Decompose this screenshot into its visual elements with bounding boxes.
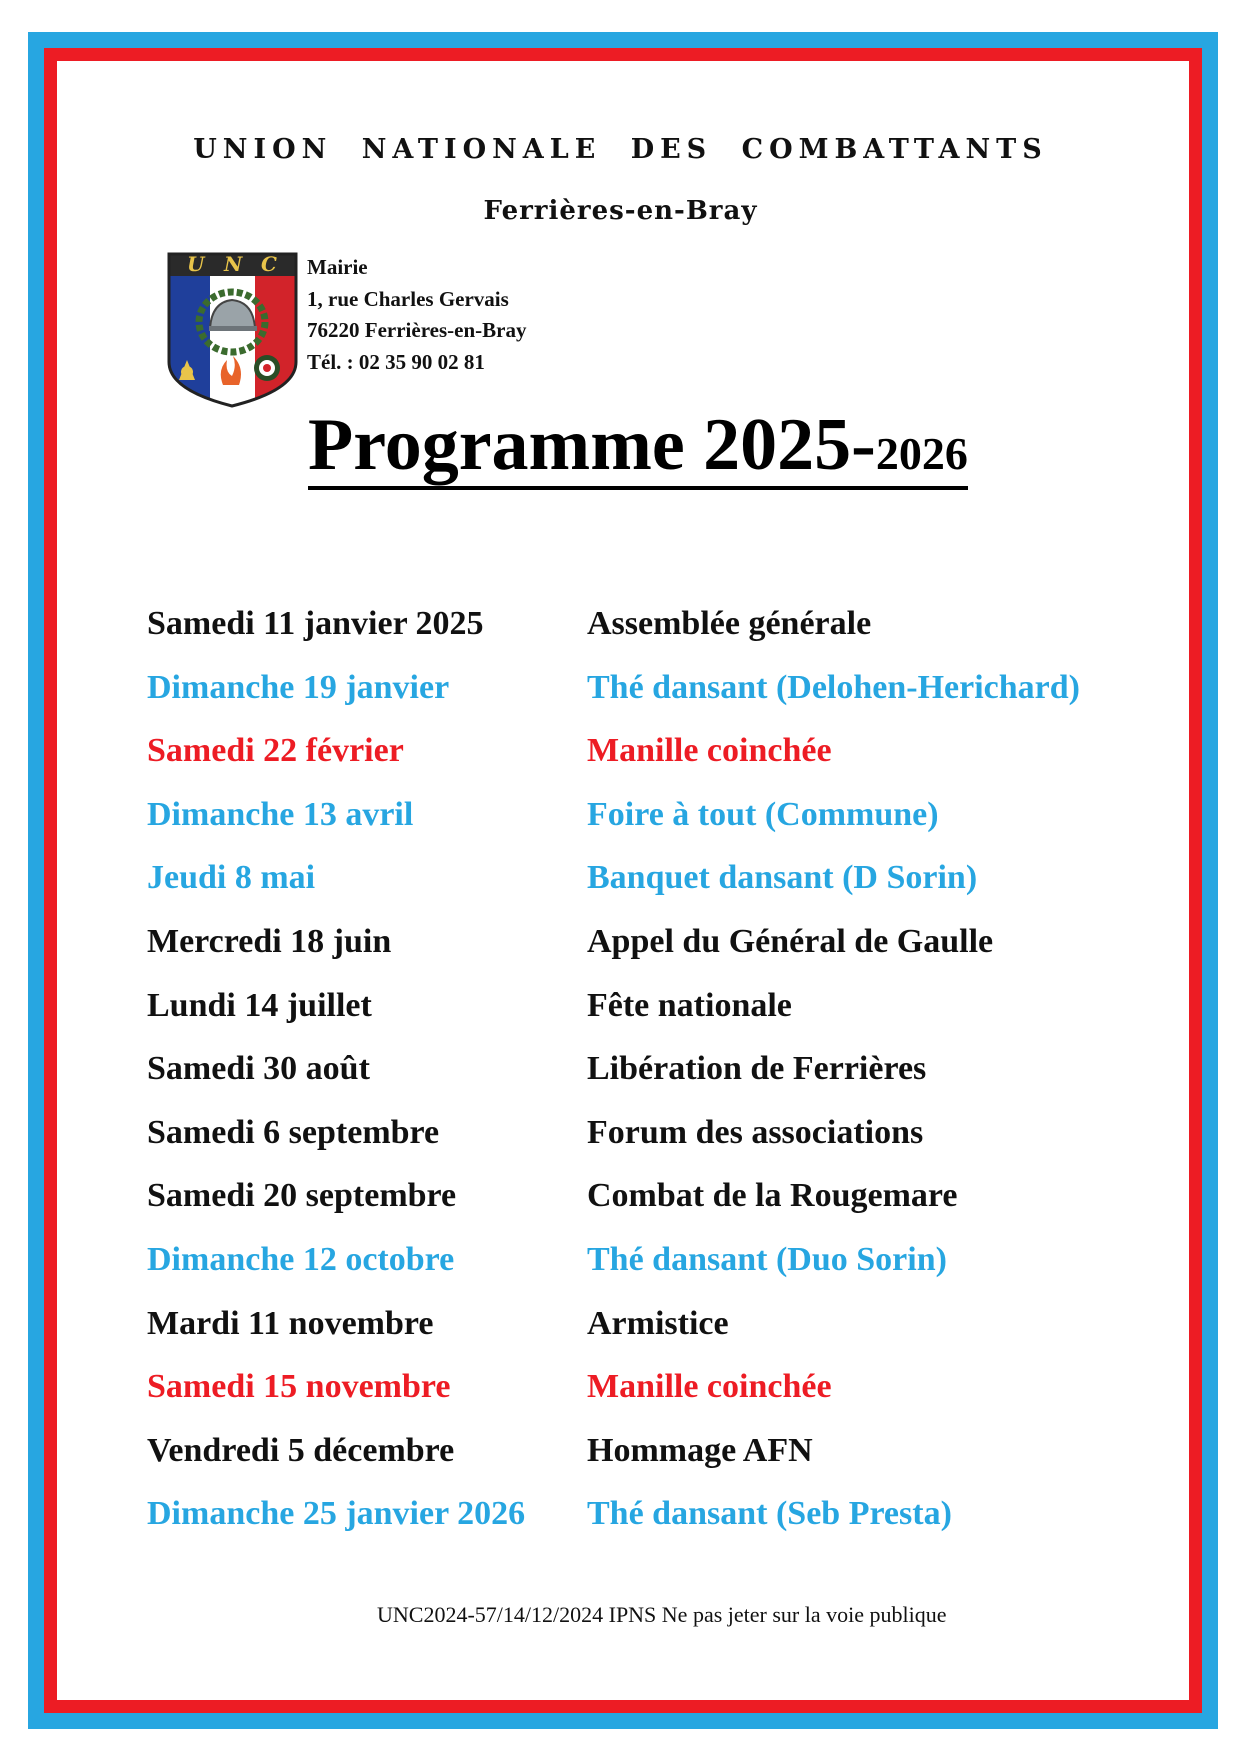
event-row: [147, 796, 1147, 860]
event-name: Manille coinchée: [587, 732, 832, 770]
event-row: [147, 923, 1147, 987]
event-name: Armistice: [587, 1304, 729, 1342]
town-name: Ferrières-en-Bray: [483, 196, 758, 226]
svg-text:C: C: [261, 252, 277, 276]
event-name: Libération de Ferrières: [587, 1050, 927, 1088]
event-date: Vendredi 5 décembre: [147, 1431, 455, 1469]
event-date: Samedi 22 février: [147, 732, 404, 770]
event-row: [147, 1305, 1147, 1369]
event-date: Dimanche 13 avril: [147, 795, 414, 833]
event-date: Dimanche 19 janvier: [147, 668, 450, 706]
event-row: [147, 859, 1147, 923]
event-date: Mercredi 18 juin: [147, 922, 392, 960]
event-name: Thé dansant (Duo Sorin): [587, 1240, 947, 1278]
event-date: Dimanche 12 octobre: [147, 1240, 455, 1278]
event-row: [147, 1114, 1147, 1178]
event-row: [147, 1177, 1147, 1241]
program-title: [308, 404, 968, 490]
event-name: Appel du Général de Gaulle: [587, 922, 994, 960]
unc-crest-icon: [165, 250, 300, 410]
event-date: Samedi 15 novembre: [147, 1368, 451, 1406]
program-title-year: 2026: [875, 428, 968, 479]
svg-text:N: N: [224, 252, 243, 276]
event-date: Samedi 30 août: [147, 1050, 370, 1088]
program-title-main: Programme 2025-: [308, 404, 876, 486]
event-name: Hommage AFN: [587, 1431, 813, 1469]
event-row: [147, 1241, 1147, 1305]
event-name: Forum des associations: [587, 1113, 924, 1151]
address-line: 1, rue Charles Gervais: [307, 286, 509, 311]
events-list: [147, 605, 1147, 1559]
event-date: Lundi 14 juillet: [147, 986, 372, 1024]
event-name: Fête nationale: [587, 986, 792, 1024]
address-block: [307, 252, 526, 378]
event-name: Thé dansant (Seb Presta): [587, 1495, 952, 1533]
event-row: [147, 1368, 1147, 1432]
event-row: [147, 1432, 1147, 1496]
address-line: 76220 Ferrières-en-Bray: [307, 318, 527, 342]
event-name: Manille coinchée: [587, 1368, 832, 1406]
address-line: Mairie: [307, 255, 368, 279]
event-row: [147, 732, 1147, 796]
event-date: Samedi 6 septembre: [147, 1113, 440, 1151]
event-date: Dimanche 25 janvier 2026: [147, 1495, 526, 1533]
event-name: Banquet dansant (D Sorin): [587, 859, 978, 897]
association-name: UNION NATIONALE DES COMBATTANTS: [193, 134, 1048, 165]
event-row: [147, 1050, 1147, 1114]
event-row: [147, 987, 1147, 1051]
event-date: Samedi 11 janvier 2025: [147, 605, 484, 642]
event-row: [147, 669, 1147, 733]
event-row: [147, 1495, 1147, 1559]
event-name: Foire à tout (Commune): [587, 795, 939, 833]
event-row: [147, 605, 1147, 669]
event-date: Samedi 20 septembre: [147, 1177, 457, 1215]
event-name: Assemblée générale: [587, 605, 872, 642]
footer-legal: UNC2024-57/14/12/2024 IPNS Ne pas jeter sur la voie publique: [377, 1602, 947, 1627]
event-name: Thé dansant (Delohen-Herichard): [587, 668, 1080, 706]
phone-line: Tél. : 02 35 90 02 81: [307, 349, 485, 374]
event-name: Combat de la Rougemare: [587, 1177, 958, 1215]
event-date: Jeudi 8 mai: [147, 859, 316, 897]
event-date: Mardi 11 novembre: [147, 1304, 434, 1342]
svg-text:U: U: [187, 252, 205, 276]
